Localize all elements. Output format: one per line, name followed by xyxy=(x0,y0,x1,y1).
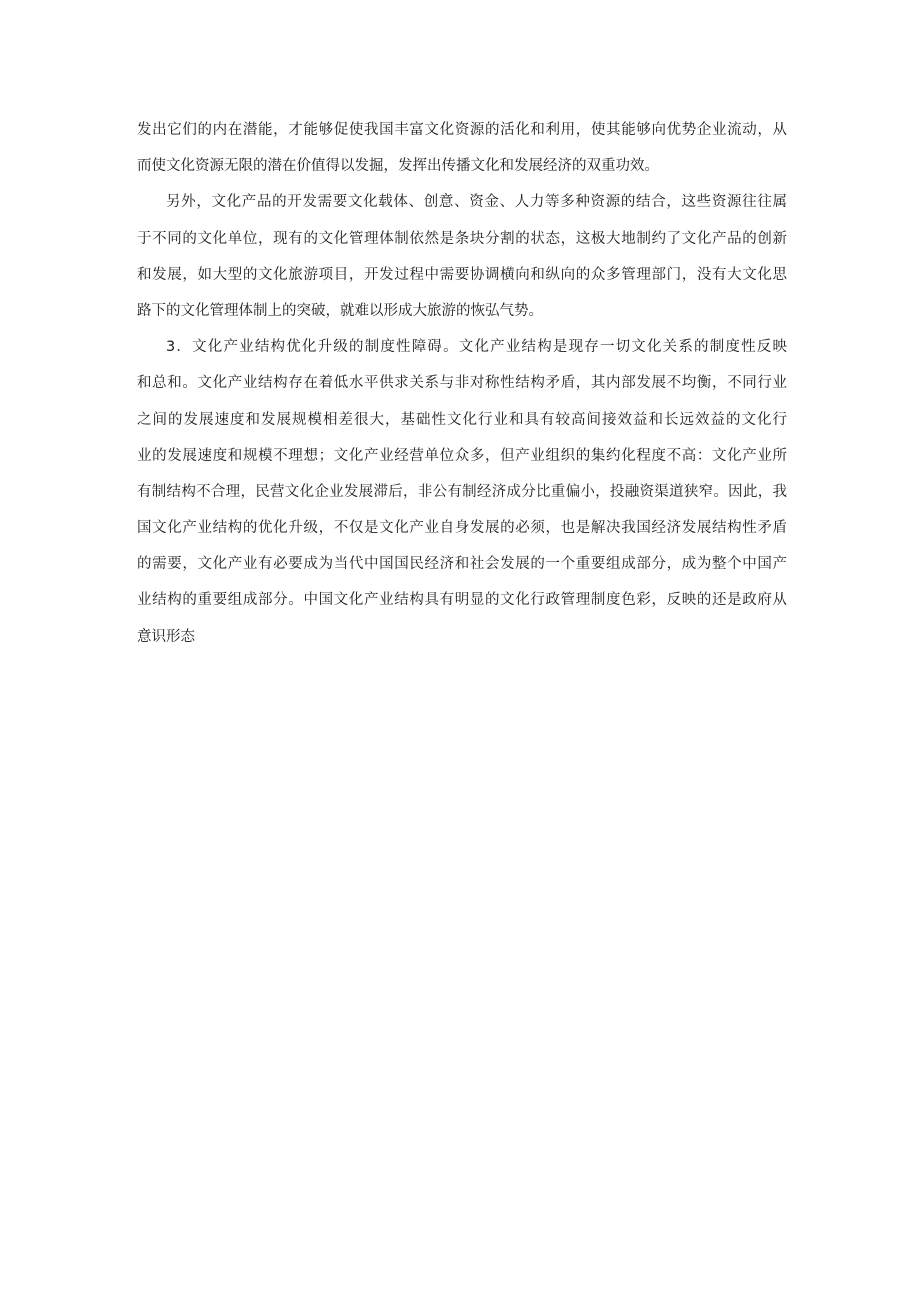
text-line: 路下的文化管理体制上的突破，就难以形成大旅游的恢弘气势。 xyxy=(137,302,543,319)
text-line: 国文化产业结构的优化升级，不仅是文化产业自身发展的必须，也是解决我国经济发展结构性矛盾 xyxy=(137,520,787,537)
paragraph-2 xyxy=(137,184,787,329)
body-text xyxy=(137,112,787,655)
text-line: 有制结构不合理，民营文化企业发展滞后，非公有制经济成分比重偏小，投融资渠道狭窄。因此，我 xyxy=(137,483,787,500)
text-line: 的需要，文化产业有必要成为当代中国国民经济和社会发展的一个重要组成部分，成为整个中国产 xyxy=(137,556,787,573)
text-line: 于不同的文化单位，现有的文化管理体制依然是条块分割的状态，这极大地制约了文化产品的创新 xyxy=(137,230,787,247)
text-line: 和总和。文化产业结构存在着低水平供求关系与非对称性结构矛盾，其内部发展不均衡，不同行业 xyxy=(137,375,787,392)
text-line: 意识形态 xyxy=(137,628,195,645)
text-line: 另外，文化产品的开发需要文化载体、创意、资金、人力等多种资源的结合，这些资源往往属 xyxy=(166,194,787,211)
text-line: 发出它们的内在潜能，才能够促使我国丰富文化资源的活化和利用，使其能够向优势企业流动，从 xyxy=(137,122,787,138)
text-line: 而使文化资源无限的潜在价值得以发掘，发挥出传播文化和发展经济的双重功效。 xyxy=(137,158,659,175)
text-line: 3．文化产业结构优化升级的制度性障碍。文化产业结构是现存一切文化关系的制度性反映 xyxy=(166,339,787,356)
text-line: 和发展，如大型的文化旅游项目，开发过程中需要协调横向和纵向的众多管理部门，没有大文化思 xyxy=(137,266,787,283)
text-line: 业结构的重要组成部分。中国文化产业结构具有明显的文化行政管理制度色彩，反映的还是政府从 xyxy=(137,592,787,609)
paragraph-1 xyxy=(137,112,787,184)
paragraph-3 xyxy=(137,329,787,655)
text-line: 之间的发展速度和发展规模相差很大，基础性文化行业和具有较高间接效益和长远效益的文化行 xyxy=(137,411,787,428)
text-line: 业的发展速度和规模不理想；文化产业经营单位众多，但产业组织的集约化程度不高：文化产业所 xyxy=(137,447,787,464)
